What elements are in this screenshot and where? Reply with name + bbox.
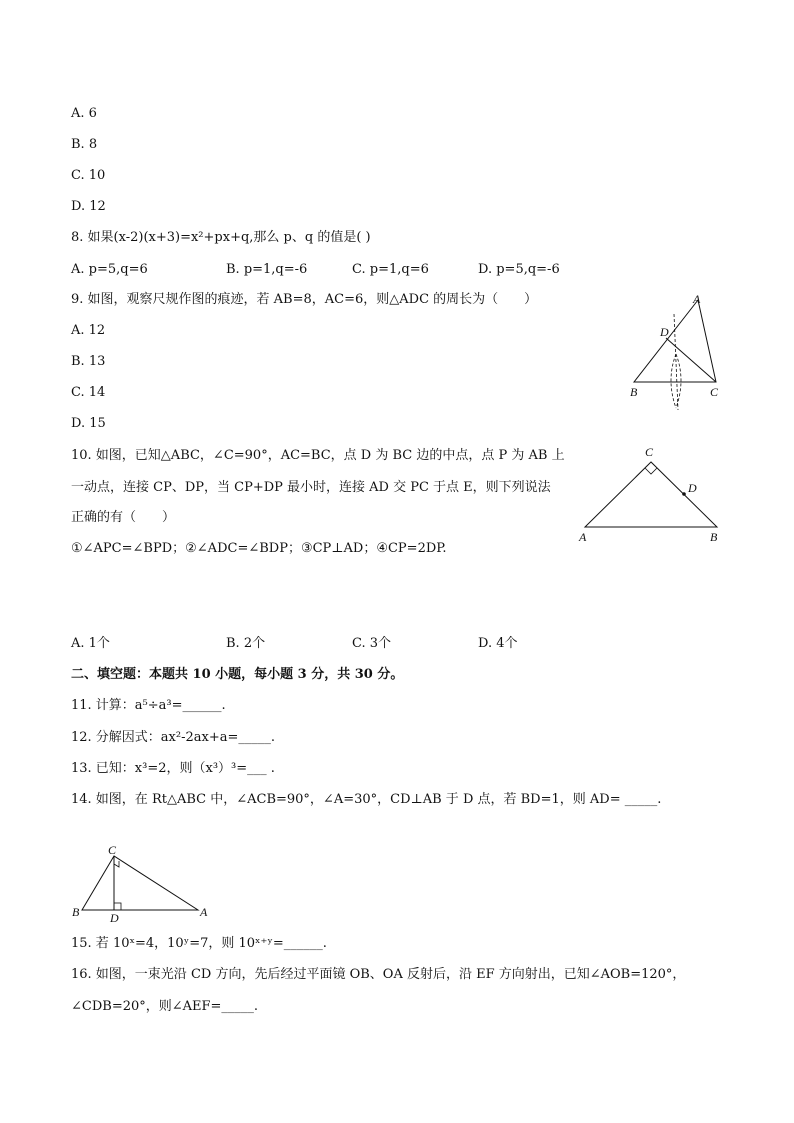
q8-option-b: B. p=1,q=-6 [226,262,308,277]
q9-option-b: B. 13 [71,354,106,369]
q9-label-c: C [710,385,719,399]
q16-line1: 16. 如图，一束光沿 CD 方向，先后经过平面镜 OB、OA 反射后，沿 EF 方向射出，已知∠AOB=120°， [71,967,686,982]
q10-label-a: A [579,530,587,544]
q10-line2: 一动点，连接 CP、DP，当 CP+DP 最小时，连接 AD 交 PC 于点 E，则下列说法 [71,480,551,495]
q9-stem: 9. 如图，观察尺规作图的痕迹，若 AB=8，AC=6，则△ADC 的周长为（ ） [71,292,538,307]
q11: 11. 计算：a⁵÷a³=______. [71,698,226,713]
q10-label-c: C [645,445,654,459]
q9-option-c: C. 14 [71,385,106,400]
q10-line1: 10. 如图，已知△ABC，∠C=90°，AC=BC，点 D 为 BC 边的中点，点 P 为 AB 上 [71,448,565,463]
q10-figure [576,442,726,546]
q8-stem: 8. 如果(x-2)(x+3)=x²+px+q,那么 p、q 的值是( ) [71,230,371,245]
section2-heading: 二、填空题：本题共 10 小题，每小题 3 分，共 30 分。 [71,667,404,682]
q10-option-d: D. 4个 [478,636,518,651]
q10-line4: ①∠APC=∠BPD；②∠ADC=∠BDP；③CP⊥AD；④CP=2DP. [71,541,447,556]
q9-label-b: B [630,385,638,399]
q14-label-a: A [200,905,208,919]
q9-label-a: A [693,292,701,306]
q9-option-a: A. 12 [71,323,106,338]
q14-figure [66,842,216,926]
q10-option-c: C. 3个 [352,636,392,651]
q7-option-a: A. 6 [71,106,97,121]
q7-option-c: C. 10 [71,168,106,183]
q14-label-b: B [72,905,80,919]
q7-option-d: D. 12 [71,199,106,214]
q9-figure [620,288,730,414]
q16-line2: ∠CDB=20°，则∠AEF=_____. [71,999,259,1014]
q10-line3: 正确的有（ ） [71,510,176,525]
q14-label-d: D [110,911,119,925]
q8-option-d: D. p=5,q=-6 [478,262,560,277]
q10-label-d: D [688,481,697,495]
q7-option-b: B. 8 [71,137,98,152]
q9-label-d: D [660,325,669,339]
q10-option-b: B. 2个 [226,636,266,651]
q10-label-b: B [710,530,718,544]
q9-option-d: D. 15 [71,416,106,431]
q12: 12. 分解因式：ax²-2ax+a=_____. [71,730,276,745]
q14-stem: 14. 如图，在 Rt△ABC 中，∠ACB=90°，∠A=30°，CD⊥AB 于 D 点，若 BD=1，则 AD= _____. [71,792,662,807]
q10-option-a: A. 1个 [71,636,110,651]
q14-label-c: C [108,843,117,857]
q15: 15. 若 10ˣ=4，10ʸ=7，则 10ˣ⁺ʸ=______. [71,936,327,951]
q13: 13. 已知：x³=2，则（x³）³=___ . [71,761,275,776]
q8-option-c: C. p=1,q=6 [352,262,429,277]
q8-option-a: A. p=5,q=6 [71,262,148,277]
